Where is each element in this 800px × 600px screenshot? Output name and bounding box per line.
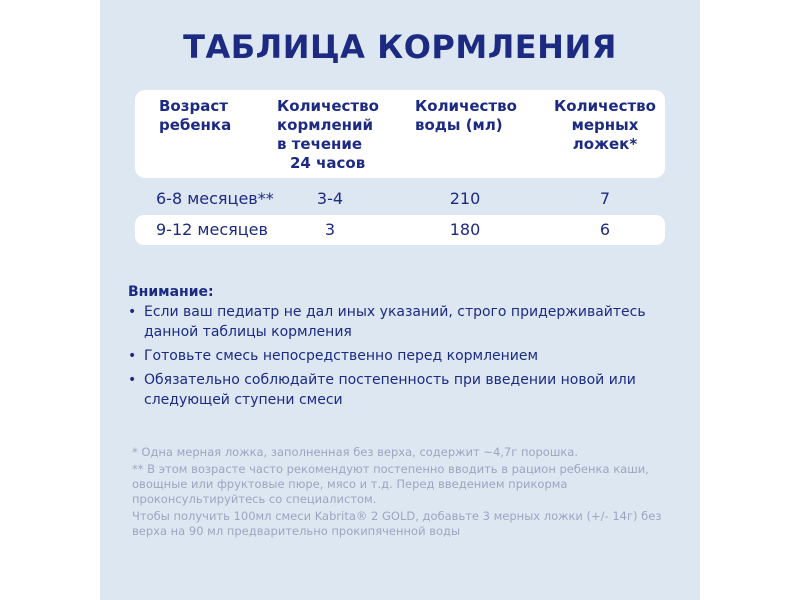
list-item bbox=[128, 346, 668, 366]
header-feedings-line-1: Количество bbox=[277, 97, 379, 115]
bullet-icon: • bbox=[128, 348, 137, 364]
notice-item-text: Обязательно соблюдайте постепенность при введении новой или следующей ступени смеси bbox=[144, 372, 636, 408]
footnote-scoop: * Одна мерная ложка, заполненная без верха, содержит ~4,7г порошка. bbox=[132, 445, 579, 459]
page-title: ТАБЛИЦА КОРМЛЕНИЯ bbox=[183, 28, 617, 66]
footnotes bbox=[132, 445, 672, 539]
header-scoops-line-2: мерных bbox=[571, 116, 639, 134]
cell-age: 9-12 месяцев bbox=[156, 220, 268, 239]
header-water bbox=[415, 97, 525, 135]
header-scoops-line-3: ложек* bbox=[572, 135, 638, 153]
header-scoops bbox=[550, 97, 660, 154]
cell-age: 6-8 месяцев** bbox=[156, 189, 274, 208]
header-feedings bbox=[277, 97, 397, 173]
cell-water: 210 bbox=[449, 189, 481, 208]
table-row bbox=[135, 184, 665, 214]
notice-list bbox=[128, 302, 668, 410]
notice-title: Внимание: bbox=[128, 284, 214, 300]
footnote-preparation: Чтобы получить 100мл смеси Kabrita® 2 GOLD, добавьте 3 мерных ложки (+/- 14г) без верха на 90 мл предварительно прокипяченной воды bbox=[132, 509, 662, 538]
cell-feedings: 3 bbox=[324, 220, 336, 239]
feeding-card bbox=[100, 0, 700, 600]
notice-item-text: Если ваш педиатр не дал иных указаний, строго придерживайтесь данной таблицы кормления bbox=[144, 304, 646, 340]
header-age-line-2: ребенка bbox=[159, 116, 232, 134]
cell-scoops: 6 bbox=[599, 220, 611, 239]
cell-water: 180 bbox=[449, 220, 481, 239]
header-water-line-1: Количество bbox=[415, 97, 517, 115]
notice-section bbox=[128, 282, 668, 414]
bullet-icon: • bbox=[128, 304, 137, 320]
list-item bbox=[128, 302, 668, 342]
list-item bbox=[128, 370, 668, 410]
header-water-line-2: воды (мл) bbox=[415, 116, 503, 134]
cell-feedings: 3-4 bbox=[316, 189, 344, 208]
header-age bbox=[159, 97, 269, 135]
table-row bbox=[135, 215, 665, 245]
header-age-line-1: Возраст bbox=[159, 97, 228, 115]
cell-scoops: 7 bbox=[599, 189, 611, 208]
header-scoops-line-1: Количество bbox=[554, 97, 656, 115]
table-header bbox=[135, 90, 665, 178]
bullet-icon: • bbox=[128, 372, 137, 388]
header-feedings-line-3: в течение bbox=[277, 135, 363, 153]
notice-item-text: Готовьте смесь непосредственно перед кормлением bbox=[144, 348, 539, 364]
footnote-age: ** В этом возрасте часто рекомендуют постепенно вводить в рацион ребенка каши, овощные или фруктовые пюре, мясо и т.д. Перед введением прикорма проконсультируйтесь со специалистом. bbox=[132, 462, 649, 506]
header-feedings-line-2: кормлений bbox=[277, 116, 374, 134]
header-feedings-line-4: 24 часов bbox=[290, 154, 366, 172]
